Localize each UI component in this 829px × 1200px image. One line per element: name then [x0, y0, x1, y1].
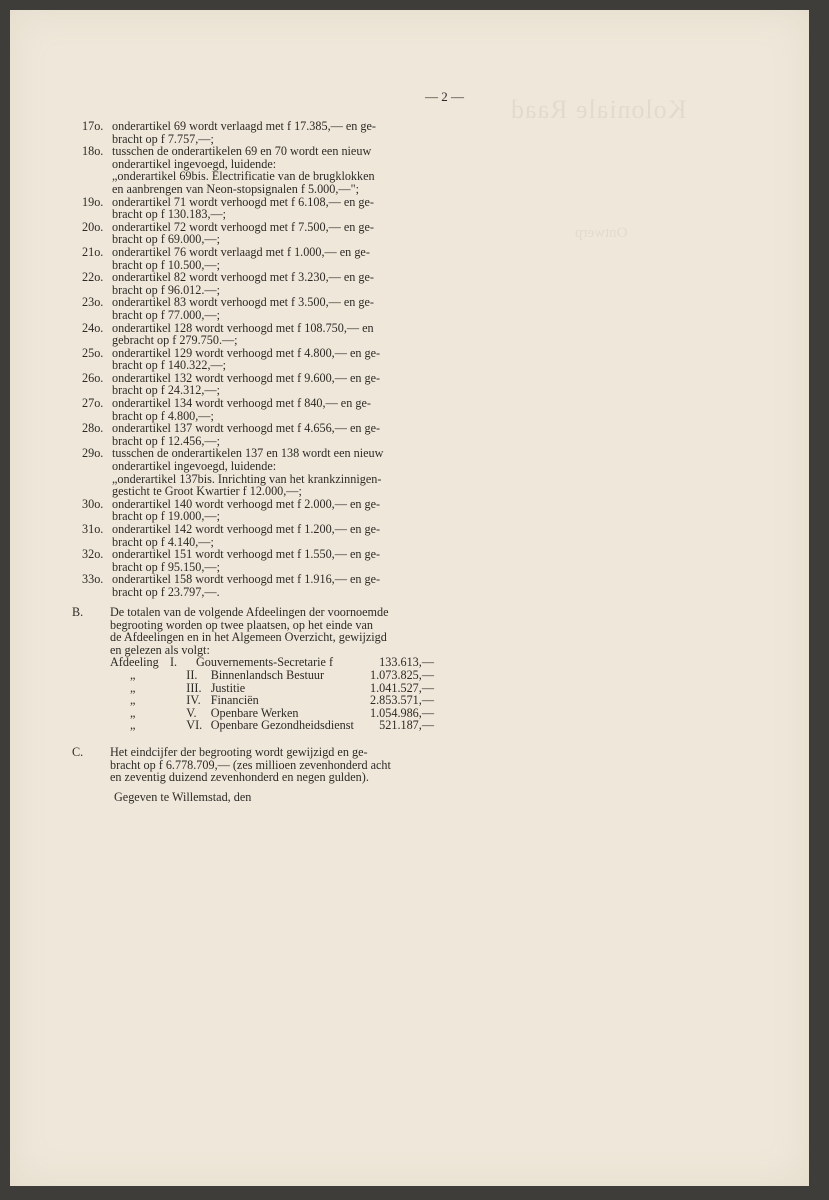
- item-number: 28o.: [82, 421, 104, 436]
- item-number: 33o.: [82, 572, 104, 587]
- item-text-line: bracht op f 10.500,—;: [112, 257, 220, 272]
- item-text-line: bracht op f 69.000,—;: [112, 232, 220, 247]
- list-item: [82, 498, 434, 523]
- item-text-line: bracht op f 23.797,—.: [112, 584, 220, 599]
- afdeeling-amount: 1.073.825,—: [370, 667, 434, 682]
- section-c: [72, 746, 434, 784]
- document-page: [10, 10, 809, 1186]
- list-item: [82, 372, 434, 397]
- afdeeling-name: Financiën: [210, 693, 259, 708]
- list-item: [82, 347, 434, 372]
- section-c-line: en zeventig duizend zevenhonderd en negen gulden).: [110, 770, 369, 785]
- item-text-line: gesticht te Groot Kwartier f 12.000,—;: [112, 484, 302, 499]
- list-item: [82, 296, 434, 321]
- section-c-text: [110, 746, 434, 784]
- section-b-text: [110, 606, 434, 656]
- item-text-line: onderartikel 129 wordt verhoogd met f 4.800,— en ge-: [112, 345, 381, 360]
- list-item: [82, 120, 434, 145]
- item-number: 20o.: [82, 219, 104, 234]
- item-text-line: bracht op f 95.150,—;: [112, 559, 220, 574]
- item-number: 22o.: [82, 270, 104, 285]
- item-text-line: bracht op f 12.456,—;: [112, 433, 220, 448]
- item-text-line: „onderartikel 69bis. Electrificatie van de brugklokken: [112, 169, 375, 184]
- list-item: [82, 271, 434, 296]
- afdeeling-name: Openbare Werken: [210, 705, 299, 720]
- afdeeling-prefix: „: [130, 680, 136, 695]
- afdeeling-amount: 1.054.986,—: [370, 705, 434, 720]
- afdeeling-number: VI.: [186, 718, 203, 733]
- section-b-line: en gelezen als volgt:: [110, 642, 210, 657]
- item-text-line: onderartikel 132 wordt verhoogd met f 9.600,— en ge-: [112, 370, 381, 385]
- item-text-line: bracht op f 77.000,—;: [112, 307, 220, 322]
- section-c-label: C.: [72, 745, 84, 759]
- list-item: [82, 246, 434, 271]
- afdeeling-prefix: „: [130, 718, 136, 733]
- item-number: 19o.: [82, 194, 104, 209]
- item-number: 17o.: [82, 119, 104, 133]
- item-text-line: gebracht op f 279.750.—;: [112, 333, 238, 348]
- list-item: [82, 322, 434, 347]
- item-text-line: onderartikel 151 wordt verhoogd met f 1.550,— en ge-: [112, 547, 381, 562]
- section-b-label: B.: [72, 605, 84, 619]
- list-item: [82, 523, 434, 548]
- afdeeling-name: Binnenlandsch Bestuur: [210, 667, 325, 682]
- signoff-line: Gegeven te Willemstad, den: [114, 790, 252, 804]
- afdeeling-amount: 133.613,—: [379, 655, 434, 670]
- afdeeling-name: Justitie: [210, 680, 246, 695]
- afdeeling-number: V.: [186, 705, 197, 720]
- item-text-line: onderartikel 72 wordt verhoogd met f 7.500,— en ge-: [112, 219, 374, 234]
- afdeeling-name: Openbare Gezondheidsdienst: [210, 718, 354, 733]
- item-number: 31o.: [82, 522, 104, 536]
- item-text-line: onderartikel 128 wordt verhoogd met f 108.750,— en: [112, 320, 374, 335]
- item-number: 29o.: [82, 446, 104, 461]
- list-item: [82, 548, 434, 573]
- item-text-line: bracht op f 7.757,—;: [112, 131, 214, 146]
- item-text-line: onderartikel 134 wordt verhoogd met f 840,— en ge-: [112, 396, 371, 411]
- table-row: [110, 669, 434, 682]
- item-text-line: onderartikel ingevoegd, luidende:: [112, 156, 277, 171]
- afdeeling-table: [110, 656, 434, 732]
- item-text-line: onderartikel 83 wordt verhoogd met f 3.500,— en ge-: [112, 295, 374, 310]
- list-item: [82, 447, 434, 497]
- item-text-line: tusschen de onderartikelen 137 en 138 wordt een nieuw: [112, 446, 384, 461]
- item-number: 30o.: [82, 496, 104, 511]
- afdeeling-number: II.: [186, 667, 198, 682]
- bleed-through-subheading: Ontwerp: [575, 225, 628, 241]
- item-number: 23o.: [82, 295, 104, 310]
- section-c-line: Het eindcijfer der begrooting wordt gewijzigd en ge-: [110, 745, 368, 759]
- item-text-line: bracht op f 4.800,—;: [112, 408, 214, 423]
- list-item: [82, 397, 434, 422]
- afdeeling-amount: 1.041.527,—: [370, 680, 434, 695]
- section-b-line: begrooting worden op twee plaatsen, op het einde van: [110, 617, 373, 632]
- afdeeling-prefix: „: [130, 693, 136, 708]
- item-text-line: onderartikel 71 wordt verhoogd met f 6.108,— en ge-: [112, 194, 374, 209]
- item-text-line: bracht op f 24.312,—;: [112, 383, 220, 398]
- item-number: 27o.: [82, 396, 104, 411]
- page-number: — 2 —: [425, 89, 464, 104]
- table-row: [110, 694, 434, 707]
- item-text-line: onderartikel 137 wordt verhoogd met f 4.656,— en ge-: [112, 421, 381, 436]
- item-text-line: bracht op f 140.322,—;: [112, 358, 227, 373]
- item-number: 25o.: [82, 345, 104, 360]
- item-text-line: onderartikel ingevoegd, luidende:: [112, 459, 277, 474]
- afdeeling-amount: 2.853.571,—: [370, 693, 434, 708]
- list-item: [82, 422, 434, 447]
- list-item: [82, 573, 434, 598]
- item-text-line: „onderartikel 137bis. Inrichting van het krankzinnigen-: [112, 471, 382, 486]
- item-text-line: bracht op f 130.183,—;: [112, 207, 227, 222]
- afdeeling-prefix: „: [130, 667, 136, 682]
- item-text-line: tusschen de onderartikelen 69 en 70 wordt een nieuw: [112, 144, 372, 159]
- item-number: 26o.: [82, 370, 104, 385]
- item-number: 24o.: [82, 320, 104, 335]
- section-c-line: bracht op f 6.778.709,— (zes millioen zevenhonderd acht: [110, 757, 391, 772]
- item-text-line: bracht op f 96.012.—;: [112, 282, 220, 297]
- item-text-line: onderartikel 158 wordt verhoogd met f 1.916,— en ge-: [112, 572, 381, 587]
- item-text-line: onderartikel 142 wordt verhoogd met f 1.200,— en ge-: [112, 522, 381, 536]
- item-text-line: en aanbrengen van Neon-stopsignalen f 5.000,—";: [112, 181, 359, 196]
- list-item: [82, 145, 434, 195]
- section-b-line: De totalen van de volgende Afdeelingen der voornoemde: [110, 605, 389, 619]
- afdeeling-amount: 521.187,—: [379, 718, 434, 733]
- section-b-line: de Afdeelingen en in het Algemeen Overzicht, gewijzigd: [110, 630, 387, 645]
- item-text-line: bracht op f 19.000,—;: [112, 509, 220, 524]
- section-b: [72, 606, 434, 732]
- item-number: 18o.: [82, 144, 104, 159]
- item-text-line: onderartikel 69 wordt verlaagd met f 17.385,— en ge-: [112, 119, 376, 133]
- afdeeling-number: IV.: [186, 693, 201, 708]
- item-text-line: onderartikel 76 wordt verlaagd met f 1.000,— en ge-: [112, 244, 370, 259]
- item-text-line: bracht op f 4.140,—;: [112, 534, 214, 549]
- list-item: [82, 196, 434, 221]
- afdeeling-name: Gouvernements-Secretarie f: [196, 655, 334, 670]
- item-text-line: onderartikel 82 wordt verhoogd met f 3.230,— en ge-: [112, 270, 374, 285]
- item-number: 21o.: [82, 244, 104, 259]
- bleed-through-heading: Koloniale Raad: [510, 95, 687, 124]
- list-item: [82, 221, 434, 246]
- item-text-line: onderartikel 140 wordt verhoogd met f 2.000,— en ge-: [112, 496, 381, 511]
- afdeeling-number: III.: [186, 680, 202, 695]
- table-row: [110, 719, 434, 732]
- amendment-list: [82, 120, 434, 599]
- afdeeling-number: I.: [170, 655, 178, 670]
- item-number: 32o.: [82, 547, 104, 562]
- afdeeling-prefix: „: [130, 705, 136, 720]
- afdeeling-prefix: Afdeeling: [110, 655, 159, 670]
